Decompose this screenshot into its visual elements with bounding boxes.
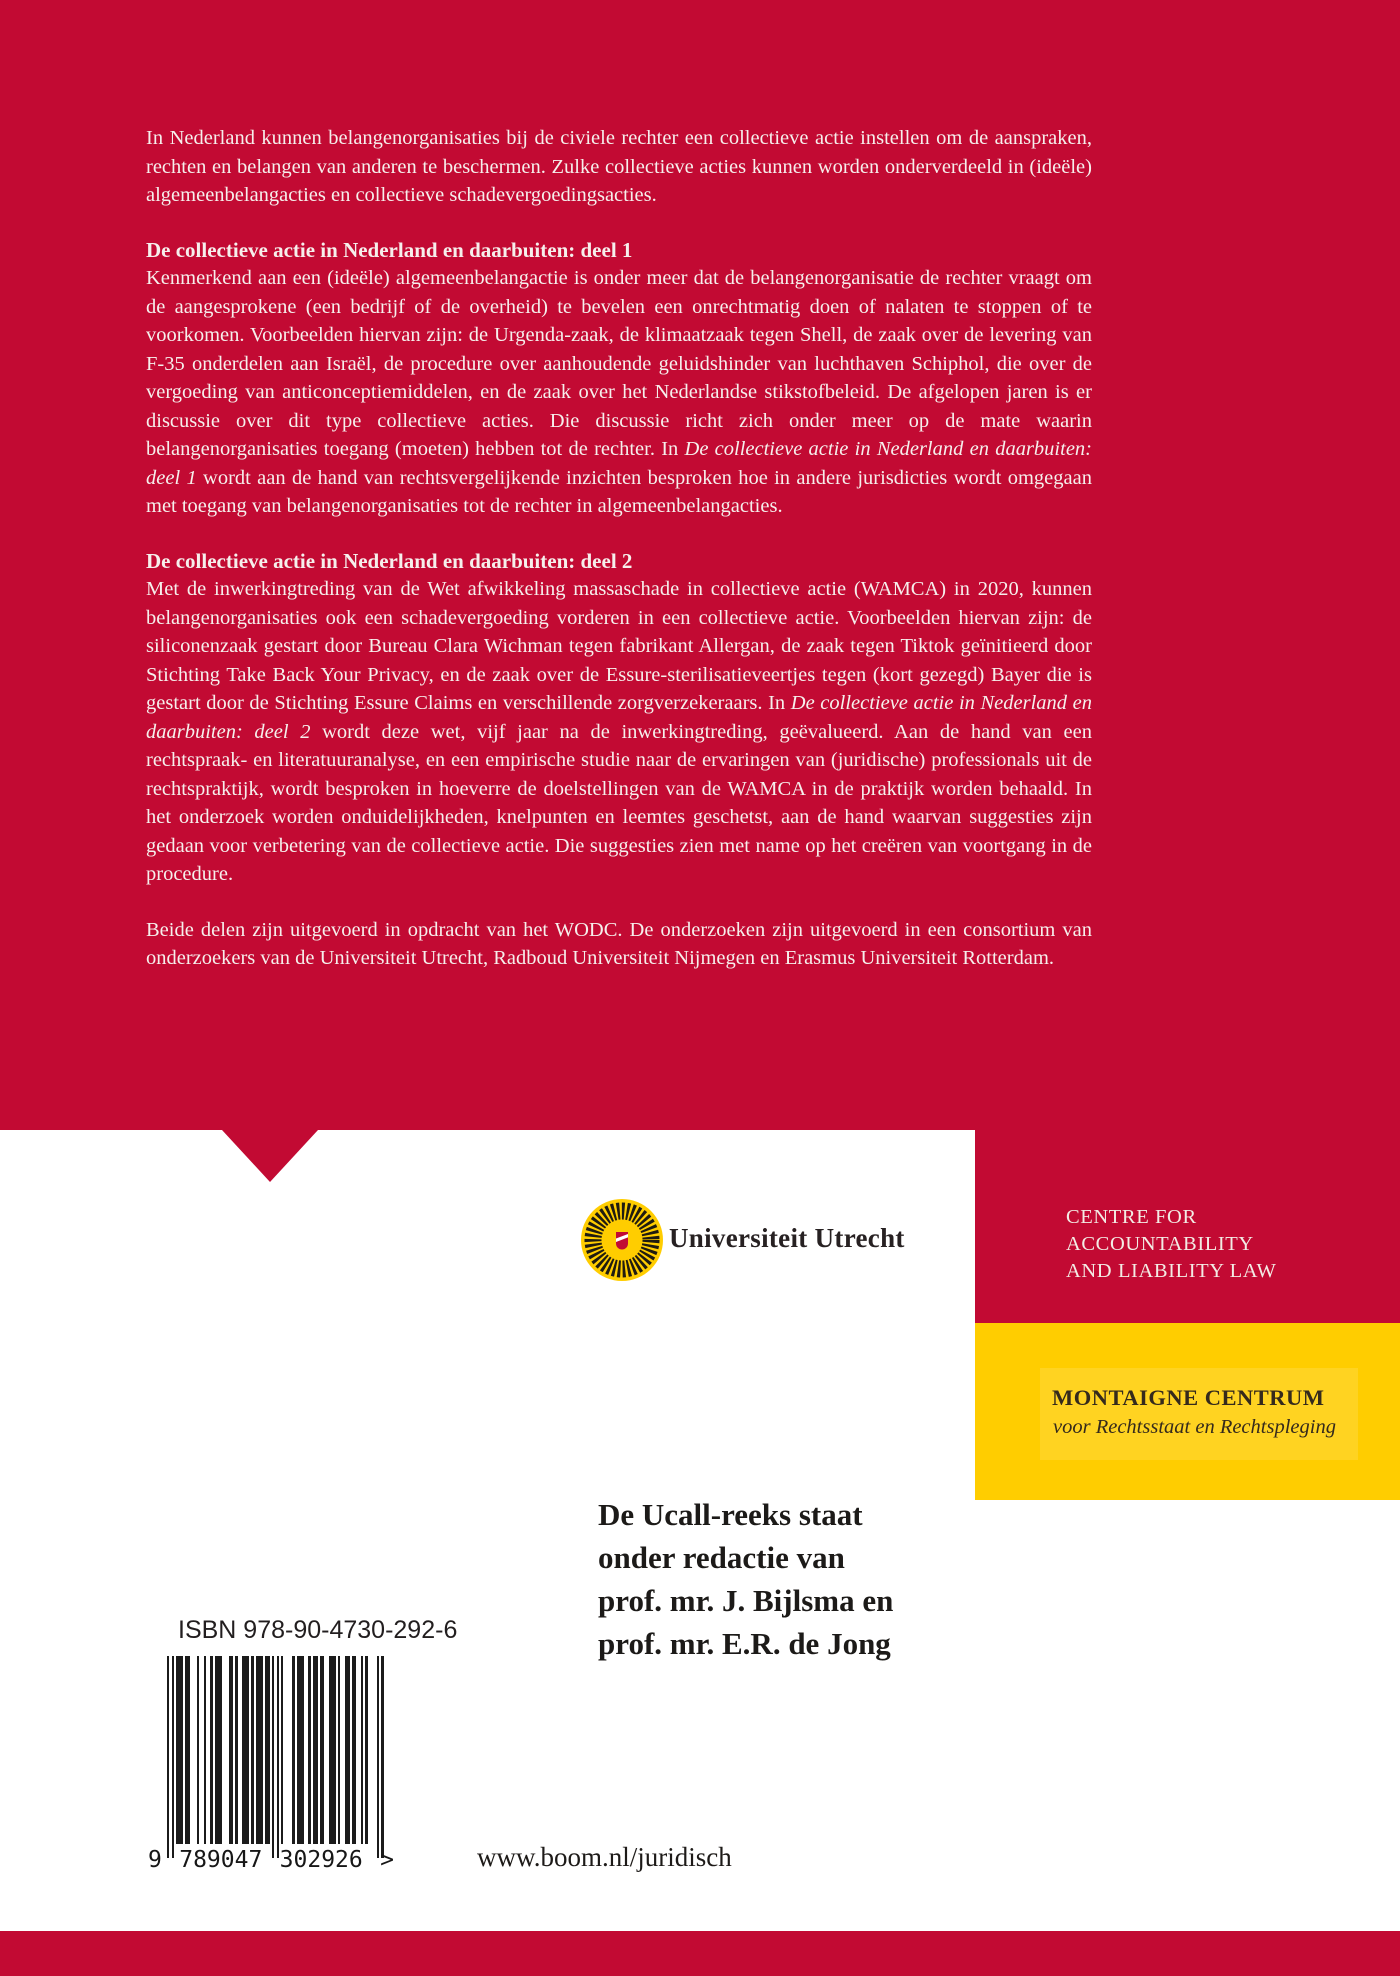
barcode-digit-group: 9 bbox=[148, 1847, 162, 1873]
intro-paragraph: In Nederland kunnen belangenorganisaties bij de civiele rechter een collectieve actie instellen om de aanspraken, rechten en belangen van anderen te beschermen. Zulke collectieve acties kunnen worden onderverdeeld in (ideële) algemeenbelangacties en collectieve schadevergoedingsacties. bbox=[146, 127, 1092, 206]
barcode-digits bbox=[148, 1847, 394, 1873]
montaigne-subtitle: voor Rechtsstaat en Rechtspleging bbox=[1053, 1416, 1336, 1438]
ucall-centre-name: CENTRE FOR ACCOUNTABILITY AND LIABILITY LAW bbox=[1066, 1206, 1277, 1282]
montaigne-yellow-block bbox=[975, 1323, 1400, 1500]
section2-heading: De collectieve actie in Nederland en daarbuiten: deel 2 bbox=[146, 548, 633, 573]
section1-heading: De collectieve actie in Nederland en daarbuiten: deel 1 bbox=[146, 237, 633, 262]
montaigne-panel bbox=[1040, 1368, 1358, 1460]
uu-wordmark: Universiteit Utrecht bbox=[669, 1223, 905, 1253]
barcode-bars bbox=[167, 1656, 386, 1858]
barcode-digit-group: 302926 bbox=[279, 1847, 363, 1873]
outro-paragraph: Beide delen zijn uitgevoerd in opdracht van het WODC. De onderzoeken zijn uitgevoerd in een consortium van onderzoekers van de Universiteit Utrecht, Radboud Universiteit Nijmegen en Erasmus Universiteit Rotterdam. bbox=[146, 918, 1092, 969]
series-editors-note: De Ucall-reeks staat onder redactie van prof. mr. J. Bijlsma en prof. mr. E.R. de Jong bbox=[598, 1497, 894, 1661]
uu-sun-medallion-icon bbox=[581, 1199, 663, 1281]
red-triangle-pointer bbox=[222, 1130, 318, 1182]
montaigne-title: MONTAIGNE CENTRUM bbox=[1052, 1385, 1325, 1410]
section1-paragraph: Kenmerkend aan een (ideële) algemeenbelangactie is onder meer dat de belangenorganisatie de rechter vraagt om de aangesprokene (een bedrijf of de overheid) te bevelen een onrechtmatig doen of nalaten te stoppen of te voorkomen. Voorbeelden hiervan zijn: de Urgenda-zaak, de klimaatzaak tegen Shell, de zaak over de levering van F-35 onderdelen aan Israël, de procedure over aanhoudende geluidshinder van luchthaven Schiphol, die over de vergoeding van anticonceptiemiddelen, en de zaak over het Nederlandse stikstofbeleid. De afgelopen jaren is er discussie over dit type collectieve acties. Die discussie richt zich onder meer op de mate waarin belangenorganisaties toegang (moeten) hebben tot de rechter. In De collectieve actie in Nederland en daarbuiten: deel 1 wordt aan de hand van rechtsvergelijkende inzichten besproken hoe in andere jurisdicties wordt omgegaan met toegang van belangenorganisaties tot de rechter in algemeenbelangacties. bbox=[146, 267, 1092, 517]
universiteit-utrecht-logo bbox=[581, 1199, 1081, 1281]
barcode-digit-group: 789047 bbox=[179, 1847, 263, 1873]
red-bottom-strip bbox=[0, 1931, 1400, 1976]
publisher-website: www.boom.nl/juridisch bbox=[477, 1842, 732, 1872]
isbn-label: ISBN 978-90-4730-292-6 bbox=[178, 1616, 458, 1644]
barcode-digit-group: > bbox=[380, 1847, 394, 1873]
section2-paragraph: Met de inwerkingtreding van de Wet afwikkeling massaschade in collectieve actie (WAMCA) in 2020, kunnen belangenorganisaties ook een schadevergoeding vorderen in een collectieve actie. Voorbeelden hiervan zijn: de siliconenzaak gestart door Bureau Clara Wichman tegen fabrikant Allergan, de zaak tegen Tiktok geïnitieerd door Stichting Take Back Your Privacy, en de zaak over de Essure-sterilisatieveertjes tegen (kort gezegd) Bayer die is gestart door de Stichting Essure Claims en verschillende zorgverzekeraars. In De collectieve actie in Nederland en daarbuiten: deel 2 wordt deze wet, vijf jaar na de inwerkingtreding, geëvalueerd. Aan de hand van een rechtspraak- en literatuuranalyse, en een empirische studie naar de ervaringen van (juridische) professionals uit de rechtspraktijk, wordt besproken in hoeverre de doelstellingen van de WAMCA in de praktijk worden behaald. In het onderzoek worden onduidelijkheden, knelpunten en leemtes geschetst, aan de hand waarvan suggesties zijn gedaan voor verbetering van de collectieve actie. Die suggesties zien met name op het creëren van voortgang in de procedure. bbox=[146, 578, 1092, 885]
back-cover-text bbox=[146, 124, 1092, 973]
